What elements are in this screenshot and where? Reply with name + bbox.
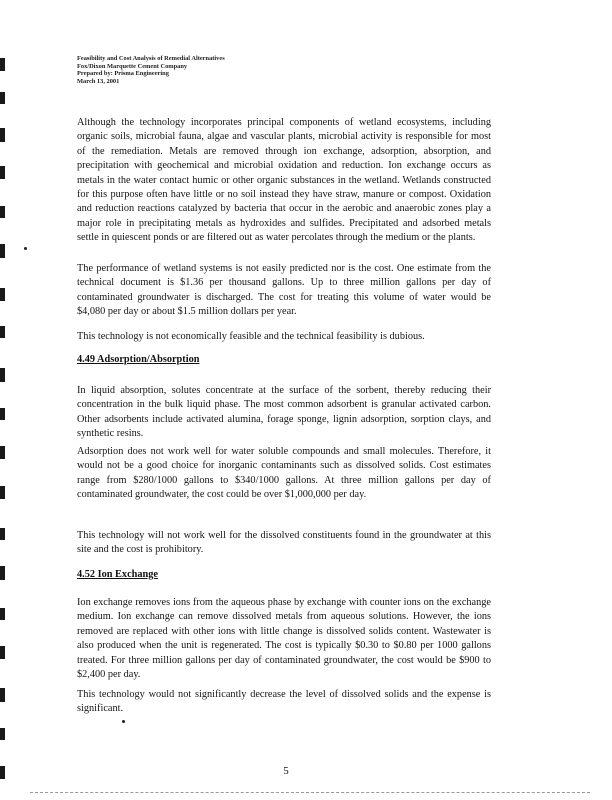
scan-edge-mark <box>0 608 5 620</box>
scan-speck <box>122 720 125 723</box>
scan-edge-mark <box>0 166 5 179</box>
paragraph-adsorption-description: In liquid absorption, solutes concentrate at the surface of the sorbent, thereby reducing their concentration in the bulk liquid phase. The most common adsorbent is granular activated carbon. Other adsorbents include activated alumina, forage sponge, lignin adsorption, sorption clays, and synthetic resins. <box>77 385 491 440</box>
paragraph-adsorption-conclusion: This technology will not work well for the dissolved constituents found in the groundwater at this site and the cost is prohibitory. <box>77 530 491 556</box>
scan-edge-mark <box>0 486 5 499</box>
header-title: Feasibility and Cost Analysis of Remedial Alternatives <box>77 55 225 62</box>
bottom-scan-rule <box>30 792 590 793</box>
scan-edge-mark <box>0 408 5 420</box>
scan-edge-mark <box>0 446 5 459</box>
scan-speck <box>24 247 27 250</box>
scan-edge-mark <box>0 128 5 142</box>
scan-edge-mark <box>0 766 5 779</box>
page-number: 5 <box>283 765 289 777</box>
header-client: Fox/Dixon Marquette Cement Company <box>77 62 188 70</box>
paragraph-ion-exchange-description: Ion exchange removes ions from the aqueous phase by exchange with counter ions on the exchange medium. Ion exchange can remove dissolved metals from aqueous solutions. However, the ions removed are replaced with other ions with little change is dissolved solids content. Wastewater is also produced when the unit is regenerated. The cost is typically $0.30 to $0.80 per 1000 gallons treated. For three million gallons per day of contaminated groundwater, the cost would be $900 to $2,400 per day. <box>77 597 491 681</box>
scan-edge-mark <box>0 528 5 540</box>
scan-edge-mark <box>0 58 5 71</box>
header-date: March 13, 2001 <box>77 77 120 85</box>
scan-edge-mark <box>0 688 5 702</box>
section-heading-ion-exchange: 4.52 Ion Exchange <box>77 569 158 580</box>
section-heading-adsorption: 4.49 Adsorption/Absorption <box>77 354 200 365</box>
document-header <box>77 55 377 85</box>
scan-edge-mark <box>0 92 5 104</box>
scan-edge-mark <box>0 566 5 580</box>
paragraph-wetland-mechanisms: Although the technology incorporates principal components of wetland ecosystems, including organic soils, microbial fauna, algae and vascular plants, microbial activity is responsible for most of the remediation. Metals are removed through ion exchange, adsorption, absorption, and precipitation with geochemical and microbial oxidation and reduction. Ion exchange occurs as metals in the water contact humic or other organic substances in the wetland. Wetlands constructed for this purpose often have little or no soil instead they have straw, manure or compost. Oxidation and reduction reactions catalyzed by bacteria that occur in the aerobic and anaerobic zones play a major role in precipitating metals as hydroxides and sulfides. Precipitated and adsorbed metals settle in quiescent ponds or are filtered out as water percolates through the medium or the plants. <box>77 117 491 244</box>
scan-edge-mark <box>0 646 5 659</box>
paragraph-adsorption-cost: Adsorption does not work well for water soluble compounds and small molecules. Therefore, it would not be a good choice for inorganic contaminants such as dissolved solids. Cost estimates range from $280/1000 gallons to $340/1000 gallons. At three million gallons per day of contaminated groundwater, the cost could be over $1,000,000 per day. <box>77 446 491 501</box>
header-preparer: Prepared by: Prisma Engineering <box>77 70 169 78</box>
scan-edge-mark <box>0 206 5 218</box>
paragraph-wetland-conclusion: This technology is not economically feasible and the technical feasibility is dubious. <box>77 331 425 342</box>
paragraph-wetland-cost: The performance of wetland systems is not easily predicted nor is the cost. One estimate from the technical document is $1.36 per thousand gallons. Up to three million gallons per day of contaminated groundwater is discharged. The cost for treating this volume of water would be $4,080 per day or about $1.5 million dollars per year. <box>77 263 491 318</box>
scan-edge-mark <box>0 244 5 258</box>
scan-edge-mark <box>0 288 5 301</box>
scan-edge-mark <box>0 728 5 740</box>
scan-edge-mark <box>0 326 5 338</box>
scan-edge-mark <box>0 368 5 382</box>
paragraph-ion-exchange-conclusion: This technology would not significantly decrease the level of dissolved solids and the expense is significant. <box>77 689 491 715</box>
